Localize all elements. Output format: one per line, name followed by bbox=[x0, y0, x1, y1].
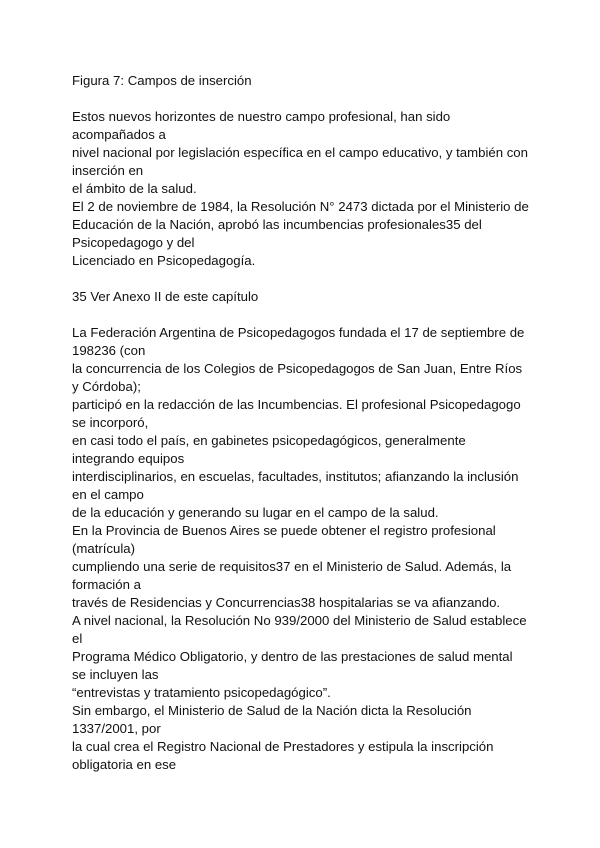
paragraph-line: formación a bbox=[72, 577, 141, 592]
paragraph-line: 1337/2001, por bbox=[72, 721, 161, 736]
paragraph-line: en casi todo el país, en gabinetes psicopedagógicos, generalmente bbox=[72, 433, 466, 448]
paragraph-line: La Federación Argentina de Psicopedagogos fundada el 17 de septiembre de bbox=[72, 325, 525, 340]
paragraph-line: Sin embargo, el Ministerio de Salud de la Nación dicta la Resolución bbox=[72, 703, 472, 718]
paragraph-line: se incluyen las bbox=[72, 667, 159, 682]
paragraph-line: el bbox=[72, 631, 83, 646]
paragraph-line: A nivel nacional, la Resolución No 939/2000 del Ministerio de Salud establece bbox=[72, 613, 527, 628]
paragraph-line: Educación de la Nación, aprobó las incumbencias profesionales35 del bbox=[72, 217, 482, 232]
paragraph-line: integrando equipos bbox=[72, 451, 185, 466]
paragraph-line: el ámbito de la salud. bbox=[72, 181, 197, 196]
paragraph-line: la concurrencia de los Colegios de Psicopedagogos de San Juan, Entre Ríos bbox=[72, 361, 523, 376]
footnote: 35 Ver Anexo II de este capítulo bbox=[72, 289, 259, 304]
paragraph-line: Programa Médico Obligatorio, y dentro de las prestaciones de salud mental bbox=[72, 649, 513, 664]
figure-caption: Figura 7: Campos de inserción bbox=[72, 73, 252, 88]
paragraph-line: Licenciado en Psicopedagogía. bbox=[72, 253, 256, 268]
paragraph-line: 198236 (con bbox=[72, 343, 146, 358]
paragraph-line: y Córdoba); bbox=[72, 379, 141, 394]
paragraph-line: inserción en bbox=[72, 163, 144, 178]
paragraph-line: interdisciplinarios, en escuelas, facultades, institutos; afianzando la inclusión bbox=[72, 469, 519, 484]
spacer bbox=[72, 270, 542, 288]
paragraph-line: obligatoria en ese bbox=[72, 757, 177, 772]
paragraph-line: El 2 de noviembre de 1984, la Resolución N° 2473 dictada por el Ministerio de bbox=[72, 199, 529, 214]
paragraph-1 bbox=[72, 108, 542, 270]
paragraph-line: acompañados a bbox=[72, 127, 166, 142]
paragraph-line: nivel nacional por legislación específica en el campo educativo, y también con bbox=[72, 145, 528, 160]
paragraph-line: través de Residencias y Concurrencias38 hospitalarias se va afianzando. bbox=[72, 595, 501, 610]
paragraph-line: la cual crea el Registro Nacional de Prestadores y estipula la inscripción bbox=[72, 739, 494, 754]
paragraph-2 bbox=[72, 324, 542, 774]
spacer bbox=[72, 306, 542, 324]
paragraph-line: Psicopedagogo y del bbox=[72, 235, 195, 250]
paragraph-line: “entrevistas y tratamiento psicopedagógico”. bbox=[72, 685, 331, 700]
paragraph-line: cumpliendo una serie de requisitos37 en el Ministerio de Salud. Además, la bbox=[72, 559, 512, 574]
paragraph-line: (matrícula) bbox=[72, 541, 136, 556]
spacer bbox=[72, 90, 542, 108]
paragraph-line: se incorporó, bbox=[72, 415, 149, 430]
paragraph-line: participó en la redacción de las Incumbencias. El profesional Psicopedagogo bbox=[72, 397, 521, 412]
document-page bbox=[72, 72, 542, 774]
paragraph-line: de la educación y generando su lugar en el campo de la salud. bbox=[72, 505, 439, 520]
paragraph-line: En la Provincia de Buenos Aires se puede obtener el registro profesional bbox=[72, 523, 496, 538]
paragraph-line: en el campo bbox=[72, 487, 144, 502]
paragraph-line: Estos nuevos horizontes de nuestro campo profesional, han sido bbox=[72, 109, 451, 124]
